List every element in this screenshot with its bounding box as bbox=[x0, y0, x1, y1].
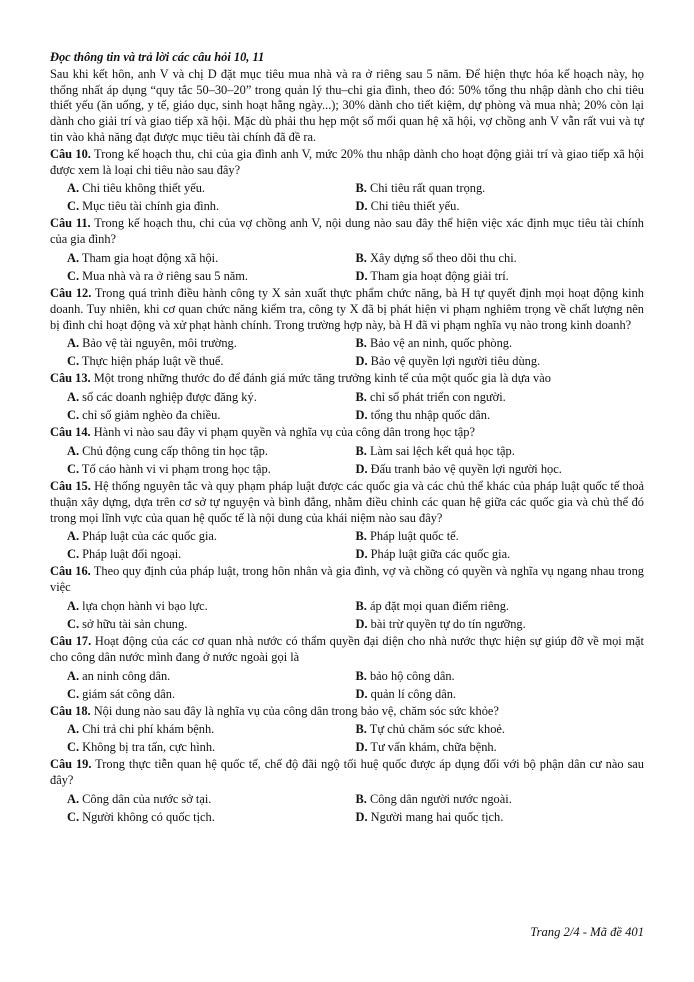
option-letter: B. bbox=[355, 443, 367, 458]
question-number: Câu 13. bbox=[50, 371, 91, 386]
option-text: Người không có quốc tịch. bbox=[79, 809, 215, 824]
answer-options bbox=[50, 790, 644, 826]
option-text: Công dân của nước sở tại. bbox=[79, 791, 212, 806]
answer-options bbox=[50, 527, 644, 563]
answer-option bbox=[67, 808, 356, 826]
option-letter: D. bbox=[355, 199, 368, 214]
option-text: Người mang hai quốc tịch. bbox=[367, 809, 504, 824]
option-letter: C. bbox=[67, 547, 80, 562]
option-text: Đấu tranh bảo vệ quyền lợi người học. bbox=[367, 461, 562, 476]
answer-option bbox=[67, 334, 356, 352]
option-letter: D. bbox=[355, 461, 368, 476]
option-text: Chi tiêu rất quan trọng. bbox=[366, 181, 486, 196]
option-letter: A. bbox=[67, 181, 80, 196]
option-text: áp đặt mọi quan điểm riêng. bbox=[366, 598, 509, 613]
option-text: Tham gia hoạt động giải trí. bbox=[367, 268, 509, 283]
option-letter: A. bbox=[67, 791, 80, 806]
answer-option bbox=[67, 352, 356, 370]
option-letter: C. bbox=[67, 354, 80, 369]
option-letter: D. bbox=[355, 354, 368, 369]
question-number: Câu 19. bbox=[50, 757, 92, 772]
answer-option bbox=[67, 179, 356, 197]
option-letter: C. bbox=[67, 809, 80, 824]
option-letter: D. bbox=[355, 547, 368, 562]
option-letter: A. bbox=[67, 529, 80, 544]
option-letter: B. bbox=[355, 529, 367, 544]
question bbox=[50, 757, 644, 789]
option-text: Bảo vệ an ninh, quốc phòng. bbox=[366, 336, 513, 351]
option-text: quản lí công dân. bbox=[367, 686, 456, 701]
reading-instruction: Đọc thông tin và trả lời các câu hỏi 10, 11 bbox=[50, 50, 265, 64]
option-letter: B. bbox=[355, 336, 367, 351]
answer-option bbox=[67, 406, 356, 424]
question-text: Trong kế hoạch thu, chi của gia đình anh V, mức 20% thu nhập dành cho hoạt động giải trí và giao tiếp xã hội được xem là loại chi tiêu nào sau đây? bbox=[50, 146, 645, 177]
option-text: sở hữu tài sản chung. bbox=[79, 616, 188, 631]
option-text: Chi tiêu thiết yếu. bbox=[367, 199, 460, 214]
answer-options bbox=[50, 667, 644, 703]
question-text: Trong quá trình điều hành công ty X sản xuất thực phẩm chức năng, bà H tự quyết định mọi hoạt động kinh doanh. Tuy nhiên, khi cơ quan chức năng kiểm tra, công ty X đã bị phát hiện vi phạm nghiêm trọng về chất lượng nên bị đình chỉ hoạt động và xử phạt hành chính. Trong trường hợp này, bà H đã vi phạm nghĩa vụ nào trong kinh doanh? bbox=[50, 285, 644, 332]
answer-option bbox=[356, 334, 645, 352]
reading-passage: Sau khi kết hôn, anh V và chị D đặt mục tiêu mua nhà và ra ở riêng sau 5 năm. Để hiện thực hóa kế hoạch này, họ thống nhất áp dụng “quy tắc 50–30–20” trong quản lý thu–chi gia đình, theo đó: 50% tổng thu nhập dành cho chi tiêu thiết yếu (ăn uống, y tế, giáo dục, sinh hoạt hằng ngày...); 30% dành cho tiết kiệm, dự phòng và mua nhà; 20% còn lại dành cho giải trí và giao tiếp xã hội. Mặc dù phải thu hẹp một số mối quan hệ xã hội, vợ chồng anh V vẫn rất vui và tự tin vào khả năng đạt được mục tiêu tài chính đã đề ra. bbox=[50, 66, 644, 144]
option-text: Thực hiện pháp luật về thuế. bbox=[79, 354, 224, 369]
answer-option bbox=[67, 685, 356, 703]
option-letter: C. bbox=[67, 199, 80, 214]
question bbox=[50, 634, 644, 666]
option-text: giám sát công dân. bbox=[79, 686, 176, 701]
option-text: Pháp luật đối ngoại. bbox=[79, 547, 182, 562]
answer-option bbox=[356, 197, 645, 215]
question-number: Câu 14. bbox=[50, 425, 91, 440]
option-text: Pháp luật quốc tế. bbox=[366, 529, 459, 544]
option-text: Tố cáo hành vi vi phạm trong học tập. bbox=[79, 461, 271, 476]
answer-option bbox=[67, 667, 356, 685]
option-text: Mua nhà và ra ở riêng sau 5 năm. bbox=[79, 268, 249, 283]
answer-option bbox=[356, 720, 645, 738]
answer-option bbox=[67, 790, 356, 808]
option-letter: C. bbox=[67, 616, 80, 631]
question-number: Câu 16. bbox=[50, 564, 91, 579]
option-letter: D. bbox=[355, 616, 368, 631]
question bbox=[50, 286, 644, 333]
option-text: chỉ số phát triển con người. bbox=[366, 390, 506, 405]
option-letter: C. bbox=[67, 686, 80, 701]
option-text: Công dân người nước ngoài. bbox=[366, 791, 512, 806]
question-text: Trong kế hoạch thu, chi của vợ chồng anh V, nội dung nào sau đây thể hiện việc xác định mục tiêu tài chính của gia đình? bbox=[50, 216, 645, 247]
option-letter: C. bbox=[67, 461, 80, 476]
answer-option bbox=[356, 406, 645, 424]
answer-option bbox=[67, 615, 356, 633]
option-letter: A. bbox=[67, 390, 80, 405]
option-text: an ninh công dân. bbox=[79, 668, 171, 683]
answer-option bbox=[67, 442, 356, 460]
option-text: Tự chủ chăm sóc sức khoẻ. bbox=[366, 722, 505, 737]
option-text: Tham gia hoạt động xã hội. bbox=[79, 250, 219, 265]
option-letter: D. bbox=[355, 268, 368, 283]
question bbox=[50, 147, 644, 179]
question bbox=[50, 216, 644, 248]
option-text: Chủ động cung cấp thông tin học tập. bbox=[79, 443, 268, 458]
answer-option bbox=[356, 685, 645, 703]
option-text: Xây dựng sổ theo dõi thu chi. bbox=[366, 250, 517, 265]
question-text: Một trong những thước đo để đánh giá mức tăng trưởng kinh tế của một quốc gia là dựa vào bbox=[90, 371, 551, 386]
option-text: Làm sai lệch kết quả học tập. bbox=[366, 443, 515, 458]
answer-option bbox=[356, 460, 645, 478]
option-letter: A. bbox=[67, 443, 80, 458]
answer-option bbox=[67, 720, 356, 738]
option-letter: B. bbox=[355, 791, 367, 806]
option-text: lựa chọn hành vi bạo lực. bbox=[79, 598, 208, 613]
answer-option bbox=[67, 460, 356, 478]
answer-option bbox=[356, 808, 645, 826]
option-text: Tư vấn khám, chữa bệnh. bbox=[367, 740, 497, 755]
answer-options bbox=[50, 720, 644, 756]
question-number: Câu 15. bbox=[50, 478, 91, 493]
answer-options bbox=[50, 388, 644, 424]
answer-option bbox=[356, 352, 645, 370]
answer-option bbox=[67, 527, 356, 545]
option-text: Pháp luật của các quốc gia. bbox=[79, 529, 218, 544]
answer-option bbox=[356, 738, 645, 756]
option-letter: A. bbox=[67, 336, 80, 351]
answer-option bbox=[356, 545, 645, 563]
option-text: bài trừ quyền tự do tín ngưỡng. bbox=[367, 616, 526, 631]
answer-option bbox=[356, 249, 645, 267]
option-text: bảo hộ công dân. bbox=[366, 668, 455, 683]
question-text: Hoạt động của các cơ quan nhà nước có thẩm quyền đại diện cho nhà nước thực hiện sự giúp đỡ về mọi mặt cho công dân nước mình đang ở nước ngoài gọi là bbox=[50, 633, 644, 664]
option-text: Bảo vệ tài nguyên, môi trường. bbox=[79, 336, 237, 351]
question-number: Câu 17. bbox=[50, 633, 92, 648]
question-number: Câu 10. bbox=[50, 146, 91, 161]
answer-option bbox=[356, 790, 645, 808]
question bbox=[50, 371, 644, 387]
option-text: tổng thu nhập quốc dân. bbox=[367, 408, 491, 423]
answer-option bbox=[67, 388, 356, 406]
answer-option bbox=[67, 267, 356, 285]
question-list bbox=[50, 147, 644, 826]
question-number: Câu 12. bbox=[50, 285, 92, 300]
option-letter: D. bbox=[355, 740, 368, 755]
question bbox=[50, 564, 644, 596]
question bbox=[50, 425, 644, 441]
question bbox=[50, 704, 644, 720]
option-letter: A. bbox=[67, 250, 80, 265]
question bbox=[50, 479, 644, 526]
answer-option bbox=[356, 597, 645, 615]
question-number: Câu 18. bbox=[50, 703, 91, 718]
option-letter: D. bbox=[355, 809, 368, 824]
answer-options bbox=[50, 442, 644, 478]
answer-options bbox=[50, 179, 644, 215]
question-text: Nội dung nào sau đây là nghĩa vụ của công dân trong bảo vệ, chăm sóc sức khỏe? bbox=[90, 703, 499, 718]
option-text: Bảo vệ quyền lợi người tiêu dùng. bbox=[367, 354, 541, 369]
question-text: Theo quy định của pháp luật, trong hôn nhân và gia đình, vợ và chồng có quyền và nghĩa vụ ngang nhau trong việc bbox=[50, 564, 645, 595]
option-letter: C. bbox=[67, 740, 80, 755]
answer-options bbox=[50, 334, 644, 370]
option-letter: C. bbox=[67, 408, 80, 423]
option-text: Chi trả chi phí khám bệnh. bbox=[79, 722, 215, 737]
answer-option bbox=[356, 615, 645, 633]
option-letter: A. bbox=[67, 722, 80, 737]
option-text: số các doanh nghiệp được đăng ký. bbox=[79, 390, 257, 405]
option-letter: B. bbox=[355, 598, 367, 613]
answer-option bbox=[67, 545, 356, 563]
answer-option bbox=[356, 527, 645, 545]
option-letter: B. bbox=[355, 181, 367, 196]
question-text: Hành vi nào sau đây vi phạm quyền và nghĩa vụ của công dân trong học tập? bbox=[90, 425, 475, 440]
option-letter: A. bbox=[67, 598, 80, 613]
question-number: Câu 11. bbox=[50, 216, 91, 231]
option-letter: B. bbox=[355, 250, 367, 265]
option-letter: D. bbox=[355, 686, 368, 701]
answer-option bbox=[67, 197, 356, 215]
option-letter: D. bbox=[355, 408, 368, 423]
option-letter: C. bbox=[67, 268, 80, 283]
answer-options bbox=[50, 597, 644, 633]
question-text: Trong thực tiễn quan hệ quốc tế, chế độ đãi ngộ tối huệ quốc được áp dụng đối với bộ phận dân cư nào sau đây? bbox=[50, 757, 644, 788]
question-text: Hệ thống nguyên tắc và quy phạm pháp luật được các quốc gia và các chủ thể khác của pháp luật quốc tế thoả thuận xây dựng, dựa trên cơ sở tự nguyện và bình đẳng, nhằm điều chỉnh các quan hệ giữa các quốc gia và chủ thể đó trong mọi lĩnh vực của quan hệ quốc tế là nội dung của khái niệm nào sau đây? bbox=[50, 478, 644, 525]
exam-page bbox=[50, 50, 644, 827]
answer-option bbox=[356, 179, 645, 197]
answer-option bbox=[67, 597, 356, 615]
option-text: Pháp luật giữa các quốc gia. bbox=[367, 547, 511, 562]
option-text: Chi tiêu không thiết yếu. bbox=[79, 181, 206, 196]
answer-option bbox=[356, 267, 645, 285]
option-letter: A. bbox=[67, 668, 80, 683]
answer-option bbox=[67, 249, 356, 267]
option-letter: B. bbox=[355, 722, 367, 737]
answer-option bbox=[67, 738, 356, 756]
answer-option bbox=[356, 667, 645, 685]
answer-options bbox=[50, 249, 644, 285]
answer-option bbox=[356, 442, 645, 460]
page-footer: Trang 2/4 - Mã đề 401 bbox=[530, 925, 644, 939]
option-text: Không bị tra tấn, cực hình. bbox=[79, 740, 216, 755]
option-letter: B. bbox=[355, 390, 367, 405]
option-text: Mục tiêu tài chính gia đình. bbox=[79, 199, 220, 214]
option-letter: B. bbox=[355, 668, 367, 683]
answer-option bbox=[356, 388, 645, 406]
option-text: chỉ số giảm nghèo đa chiều. bbox=[79, 408, 221, 423]
